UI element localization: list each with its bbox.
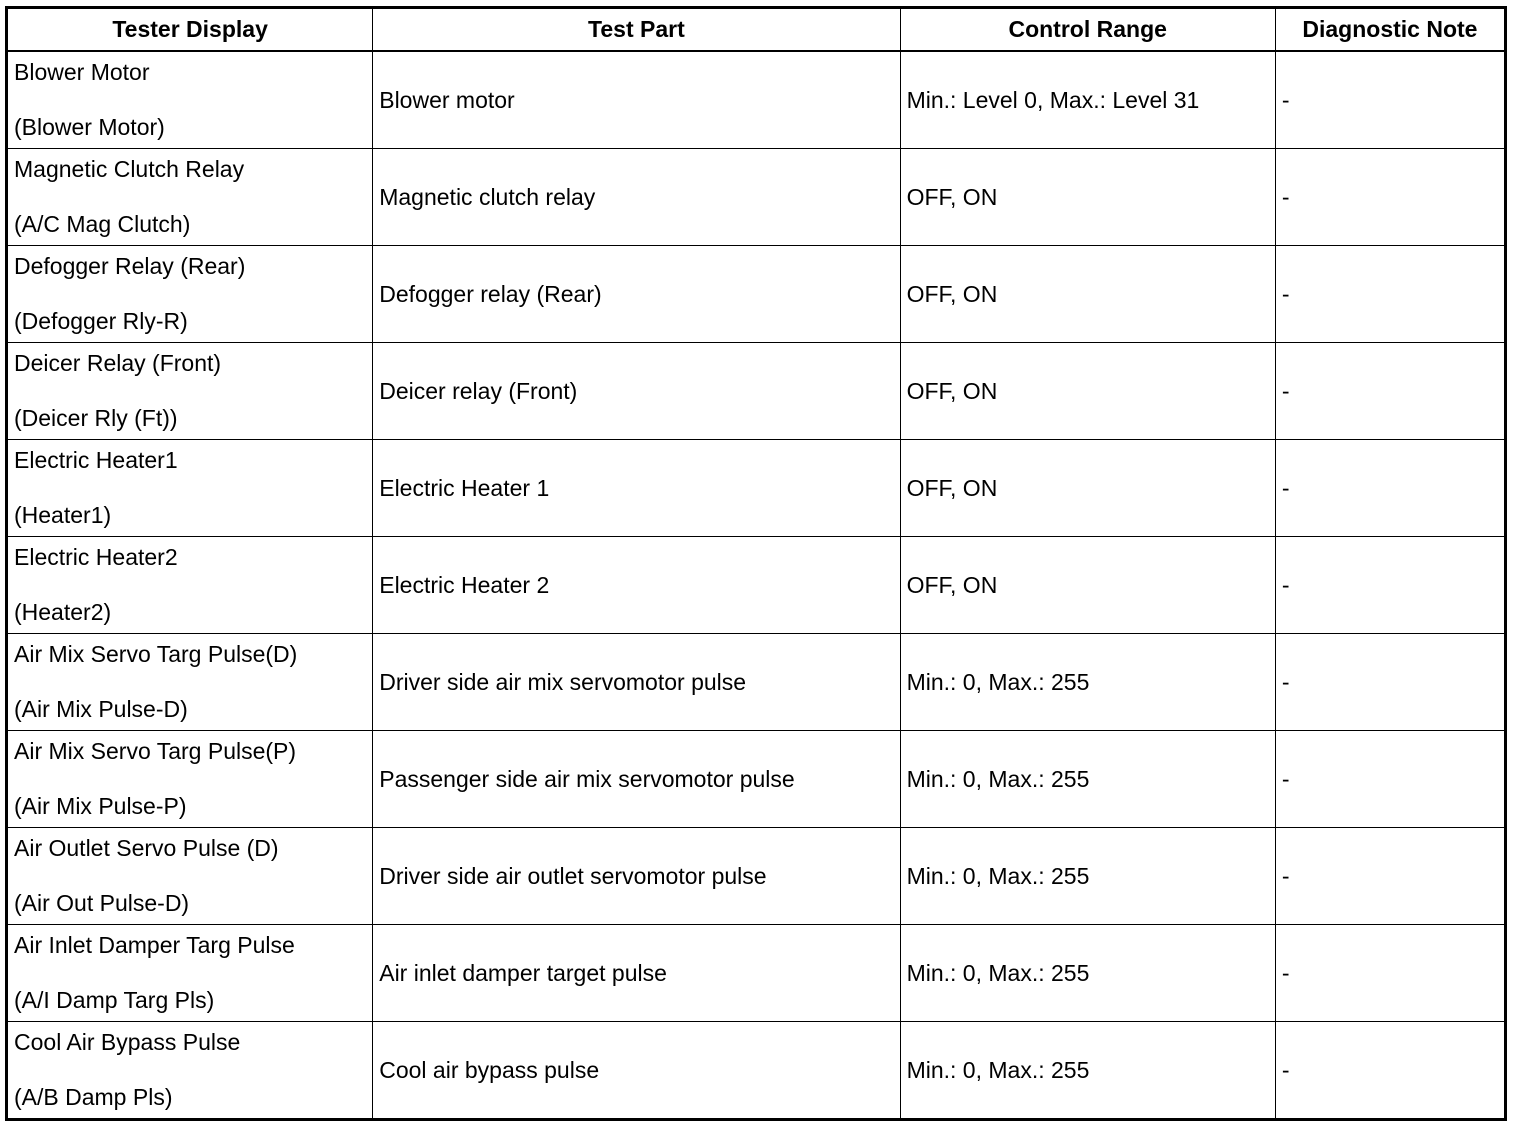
table-row — [7, 246, 1506, 343]
diagnostic-note-cell: - — [1275, 828, 1505, 925]
diagnostic-note-cell: - — [1275, 246, 1505, 343]
control-range-cell: OFF, ON — [900, 440, 1275, 537]
tester-display-name: Blower Motor — [14, 59, 150, 85]
tester-display-abbreviation: (A/I Damp Targ Pls) — [14, 987, 215, 1013]
table-row — [7, 537, 1506, 634]
tester-display-name: Electric Heater2 — [14, 544, 178, 570]
tester-display-cell — [7, 731, 373, 828]
control-range-cell: Min.: 0, Max.: 255 — [900, 1022, 1275, 1120]
header-test-part: Test Part — [373, 8, 900, 52]
diagnostic-note-cell: - — [1275, 731, 1505, 828]
table-row — [7, 731, 1506, 828]
tester-display-name: Magnetic Clutch Relay — [14, 156, 245, 182]
test-part-cell: Deicer relay (Front) — [373, 343, 900, 440]
tester-display-name: Cool Air Bypass Pulse — [14, 1029, 241, 1055]
control-range-cell: OFF, ON — [900, 537, 1275, 634]
control-range-cell: OFF, ON — [900, 246, 1275, 343]
test-part-cell: Magnetic clutch relay — [373, 149, 900, 246]
diagnostic-note-cell: - — [1275, 925, 1505, 1022]
tester-display-abbreviation: (Air Mix Pulse-P) — [14, 793, 187, 819]
diagnostic-note-cell: - — [1275, 537, 1505, 634]
tester-display-name: Electric Heater1 — [14, 447, 178, 473]
tester-display-name: Defogger Relay (Rear) — [14, 253, 246, 279]
actuation-test-table — [5, 6, 1507, 1121]
test-part-cell: Electric Heater 2 — [373, 537, 900, 634]
test-part-cell: Defogger relay (Rear) — [373, 246, 900, 343]
table-body — [7, 51, 1506, 1120]
table-row — [7, 1022, 1506, 1120]
table-row — [7, 925, 1506, 1022]
test-part-cell: Driver side air outlet servomotor pulse — [373, 828, 900, 925]
diagnostic-note-cell: - — [1275, 343, 1505, 440]
tester-display-abbreviation: (Heater2) — [14, 599, 112, 625]
test-part-cell: Blower motor — [373, 51, 900, 149]
tester-display-name: Air Mix Servo Targ Pulse(P) — [14, 738, 297, 764]
diagnostic-note-cell: - — [1275, 51, 1505, 149]
tester-display-abbreviation: (Air Out Pulse-D) — [14, 890, 190, 916]
tester-display-cell — [7, 149, 373, 246]
test-part-cell: Cool air bypass pulse — [373, 1022, 900, 1120]
header-diagnostic-note: Diagnostic Note — [1275, 8, 1505, 52]
actuation-test-table-wrapper — [5, 6, 1507, 1120]
table-header-row — [7, 8, 1506, 52]
tester-display-cell — [7, 246, 373, 343]
tester-display-name: Deicer Relay (Front) — [14, 350, 222, 376]
control-range-cell: OFF, ON — [900, 149, 1275, 246]
tester-display-abbreviation: (Defogger Rly-R) — [14, 308, 188, 334]
tester-display-cell — [7, 343, 373, 440]
tester-display-abbreviation: (A/C Mag Clutch) — [14, 211, 191, 237]
table-row — [7, 634, 1506, 731]
diagnostic-note-cell: - — [1275, 1022, 1505, 1120]
tester-display-name: Air Outlet Servo Pulse (D) — [14, 835, 279, 861]
diagnostic-note-cell: - — [1275, 149, 1505, 246]
tester-display-cell — [7, 634, 373, 731]
tester-display-cell — [7, 440, 373, 537]
tester-display-abbreviation: (Heater1) — [14, 502, 112, 528]
test-part-cell: Electric Heater 1 — [373, 440, 900, 537]
table-row — [7, 343, 1506, 440]
control-range-cell: Min.: 0, Max.: 255 — [900, 731, 1275, 828]
diagnostic-note-cell: - — [1275, 440, 1505, 537]
control-range-cell: OFF, ON — [900, 343, 1275, 440]
header-control-range: Control Range — [900, 8, 1275, 52]
test-part-cell: Driver side air mix servomotor pulse — [373, 634, 900, 731]
control-range-cell: Min.: 0, Max.: 255 — [900, 634, 1275, 731]
table-row — [7, 51, 1506, 149]
tester-display-name: Air Inlet Damper Targ Pulse — [14, 932, 295, 958]
tester-display-cell — [7, 828, 373, 925]
tester-display-cell — [7, 925, 373, 1022]
table-row — [7, 440, 1506, 537]
tester-display-cell — [7, 1022, 373, 1120]
tester-display-cell — [7, 537, 373, 634]
table-row — [7, 149, 1506, 246]
tester-display-abbreviation: (Air Mix Pulse-D) — [14, 696, 188, 722]
tester-display-name: Air Mix Servo Targ Pulse(D) — [14, 641, 298, 667]
header-tester-display: Tester Display — [7, 8, 373, 52]
tester-display-abbreviation: (A/B Damp Pls) — [14, 1084, 173, 1110]
table-row — [7, 828, 1506, 925]
control-range-cell: Min.: 0, Max.: 255 — [900, 828, 1275, 925]
control-range-cell: Min.: 0, Max.: 255 — [900, 925, 1275, 1022]
tester-display-abbreviation: (Blower Motor) — [14, 114, 165, 140]
test-part-cell: Air inlet damper target pulse — [373, 925, 900, 1022]
tester-display-cell — [7, 51, 373, 149]
tester-display-abbreviation: (Deicer Rly (Ft)) — [14, 405, 178, 431]
control-range-cell: Min.: Level 0, Max.: Level 31 — [900, 51, 1275, 149]
diagnostic-note-cell: - — [1275, 634, 1505, 731]
test-part-cell: Passenger side air mix servomotor pulse — [373, 731, 900, 828]
